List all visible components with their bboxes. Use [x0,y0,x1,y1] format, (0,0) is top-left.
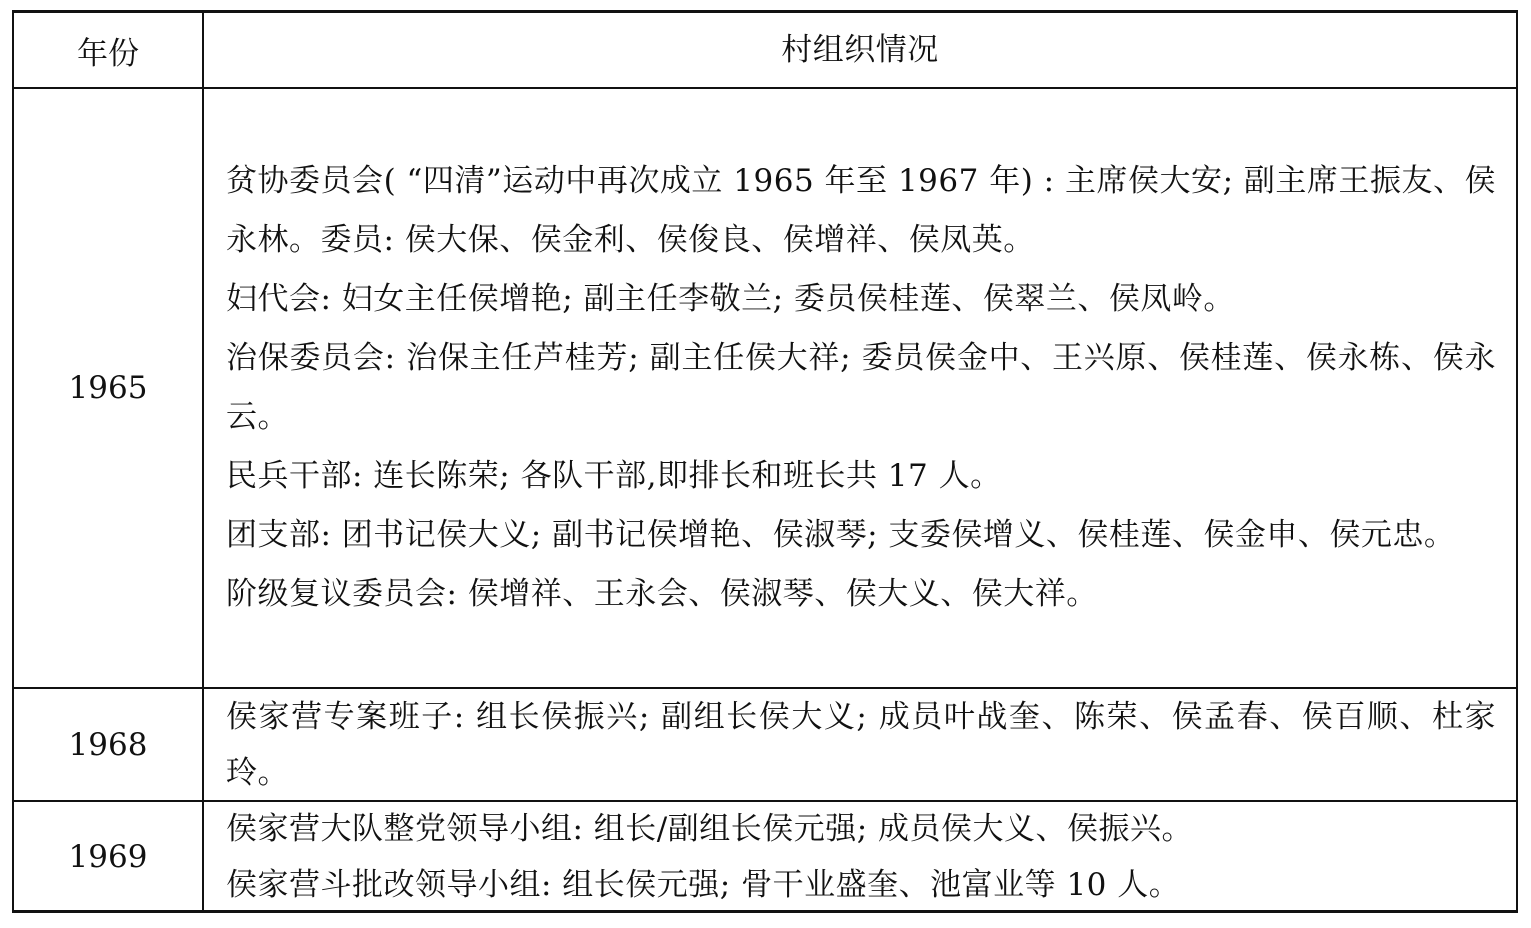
paragraph: 侯家营专案班子: 组长侯振兴; 副组长侯大义; 成员叶战奎、陈荣、侯孟春、侯百顺、杜家玲。 [226,698,1496,791]
content-cell [204,89,1516,687]
paragraph: 贫协委员会( “四清”运动中再次成立 1965 年至 1967 年) : 主席侯大安; 副主席王振友、侯永林。委员: 侯大保、侯金利、侯俊良、侯增祥、侯凤英。 [226,163,1496,258]
year-cell: 1968 [14,689,204,800]
year-cell: 1965 [14,89,204,687]
header-year-cell: 年份 [14,13,204,87]
paragraph: 侯家营斗批改领导小组: 组长侯元强; 骨干业盛奎、池富业等 10 人。 [226,866,1181,903]
header-content-cell [204,13,1516,87]
table-row [14,689,1516,802]
village-organization-table [12,10,1518,913]
paragraph: 治保委员会: 治保主任芦桂芳; 副主任侯大祥; 委员侯金中、王兴原、侯桂莲、侯永栋、侯永云。 [226,340,1496,435]
table-header-row [14,13,1516,89]
paragraph: 团支部: 团书记侯大义; 副书记侯增艳、侯淑琴; 支委侯增义、侯桂莲、侯金申、侯元忠。 [226,517,1456,553]
paragraph: 民兵干部: 连长陈荣; 各队干部,即排长和班长共 17 人。 [226,458,1002,494]
paragraph: 侯家营大队整党领导小组: 组长/副组长侯元强; 成员侯大义、侯振兴。 [226,810,1194,847]
paragraph: 阶级复议委员会: 侯增祥、王永会、侯淑琴、侯大义、侯大祥。 [226,576,1098,612]
content-cell [204,689,1516,800]
table-row [14,802,1516,911]
table-row [14,89,1516,689]
year-cell: 1969 [14,802,204,911]
paragraph: 妇代会: 妇女主任侯增艳; 副主任李敬兰; 委员侯桂莲、侯翠兰、侯凤岭。 [226,281,1235,317]
content-cell [204,802,1516,911]
header-content-label: 村组织情况 [781,31,939,68]
